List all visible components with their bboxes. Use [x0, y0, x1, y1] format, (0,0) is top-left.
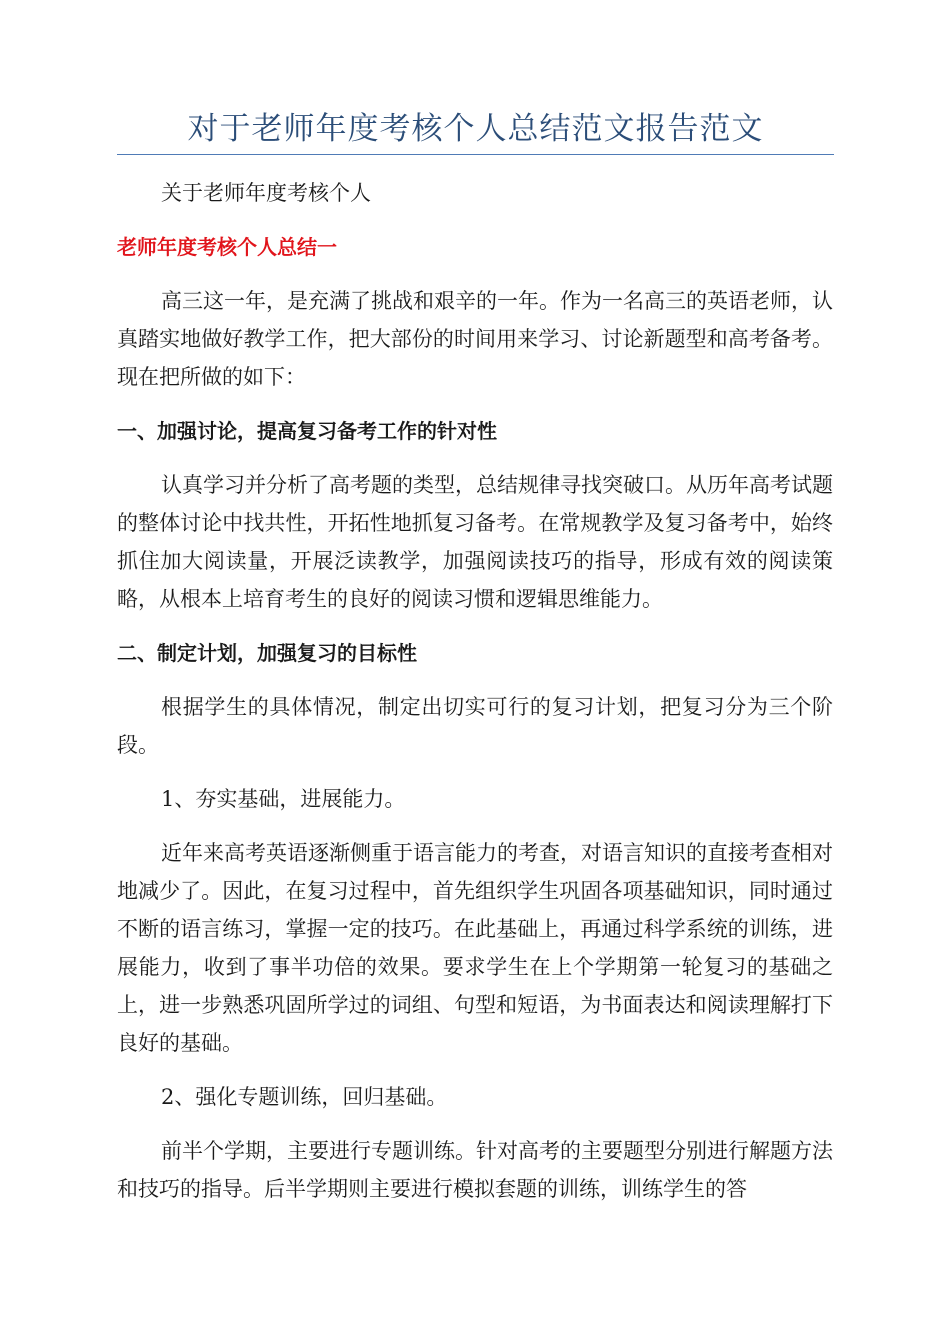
heading-one: 一、加强讨论，提高复习备考工作的针对性 — [117, 419, 497, 443]
intro-paragraph: 高三这一年，是充满了挑战和艰辛的一年。作为一名高三的英语老师，认真踏实地做好教学工作，把大部份的时间用来学习、讨论新题型和高考备考。现在把所做的如下： — [117, 289, 833, 389]
title-underline — [117, 154, 834, 155]
section-heading: 老师年度考核个人总结一 — [117, 235, 337, 259]
paragraph-three: 近年来高考英语逐渐侧重于语言能力的考查，对语言知识的直接考查相对地减少了。因此，在复习过程中，首先组织学生巩固各项基础知识，同时通过不断的语言练习，掌握一定的技巧。在此基础上，再通过科学系统的训练，进展能力，收到了事半功倍的效果。要求学生在上个学期第一轮复习的基础之上，进一步熟悉巩固所学过的词组、句型和短语，为书面表达和阅读理解打下良好的基础。 — [117, 841, 833, 1055]
paragraph-one: 认真学习并分析了高考题的类型，总结规律寻找突破口。从历年高考试题的整体讨论中找共性，开拓性地抓复习备考。在常规教学及复习备考中，始终抓住加大阅读量，开展泛读教学，加强阅读技巧的指导，形成有效的阅读策略，从根本上培育考生的良好的阅读习惯和逻辑思维能力。 — [117, 473, 833, 611]
subtitle-line: 关于老师年度考核个人 — [161, 181, 371, 205]
document-title: 对于老师年度考核个人总结范文报告范文 — [187, 111, 764, 147]
stage-two-heading: 2、强化专题训练，回归基础。 — [161, 1085, 448, 1109]
document-body — [117, 174, 833, 1208]
paragraph-two: 根据学生的具体情况，制定出切实可行的复习计划，把复习分为三个阶段。 — [117, 695, 833, 757]
stage-one-heading: 1、夯实基础，进展能力。 — [161, 787, 406, 811]
paragraph-four: 前半个学期，主要进行专题训练。针对高考的主要题型分别进行解题方法和技巧的指导。后半学期则主要进行模拟套题的训练，训练学生的答 — [117, 1139, 833, 1201]
heading-two: 二、制定计划，加强复习的目标性 — [117, 641, 417, 665]
